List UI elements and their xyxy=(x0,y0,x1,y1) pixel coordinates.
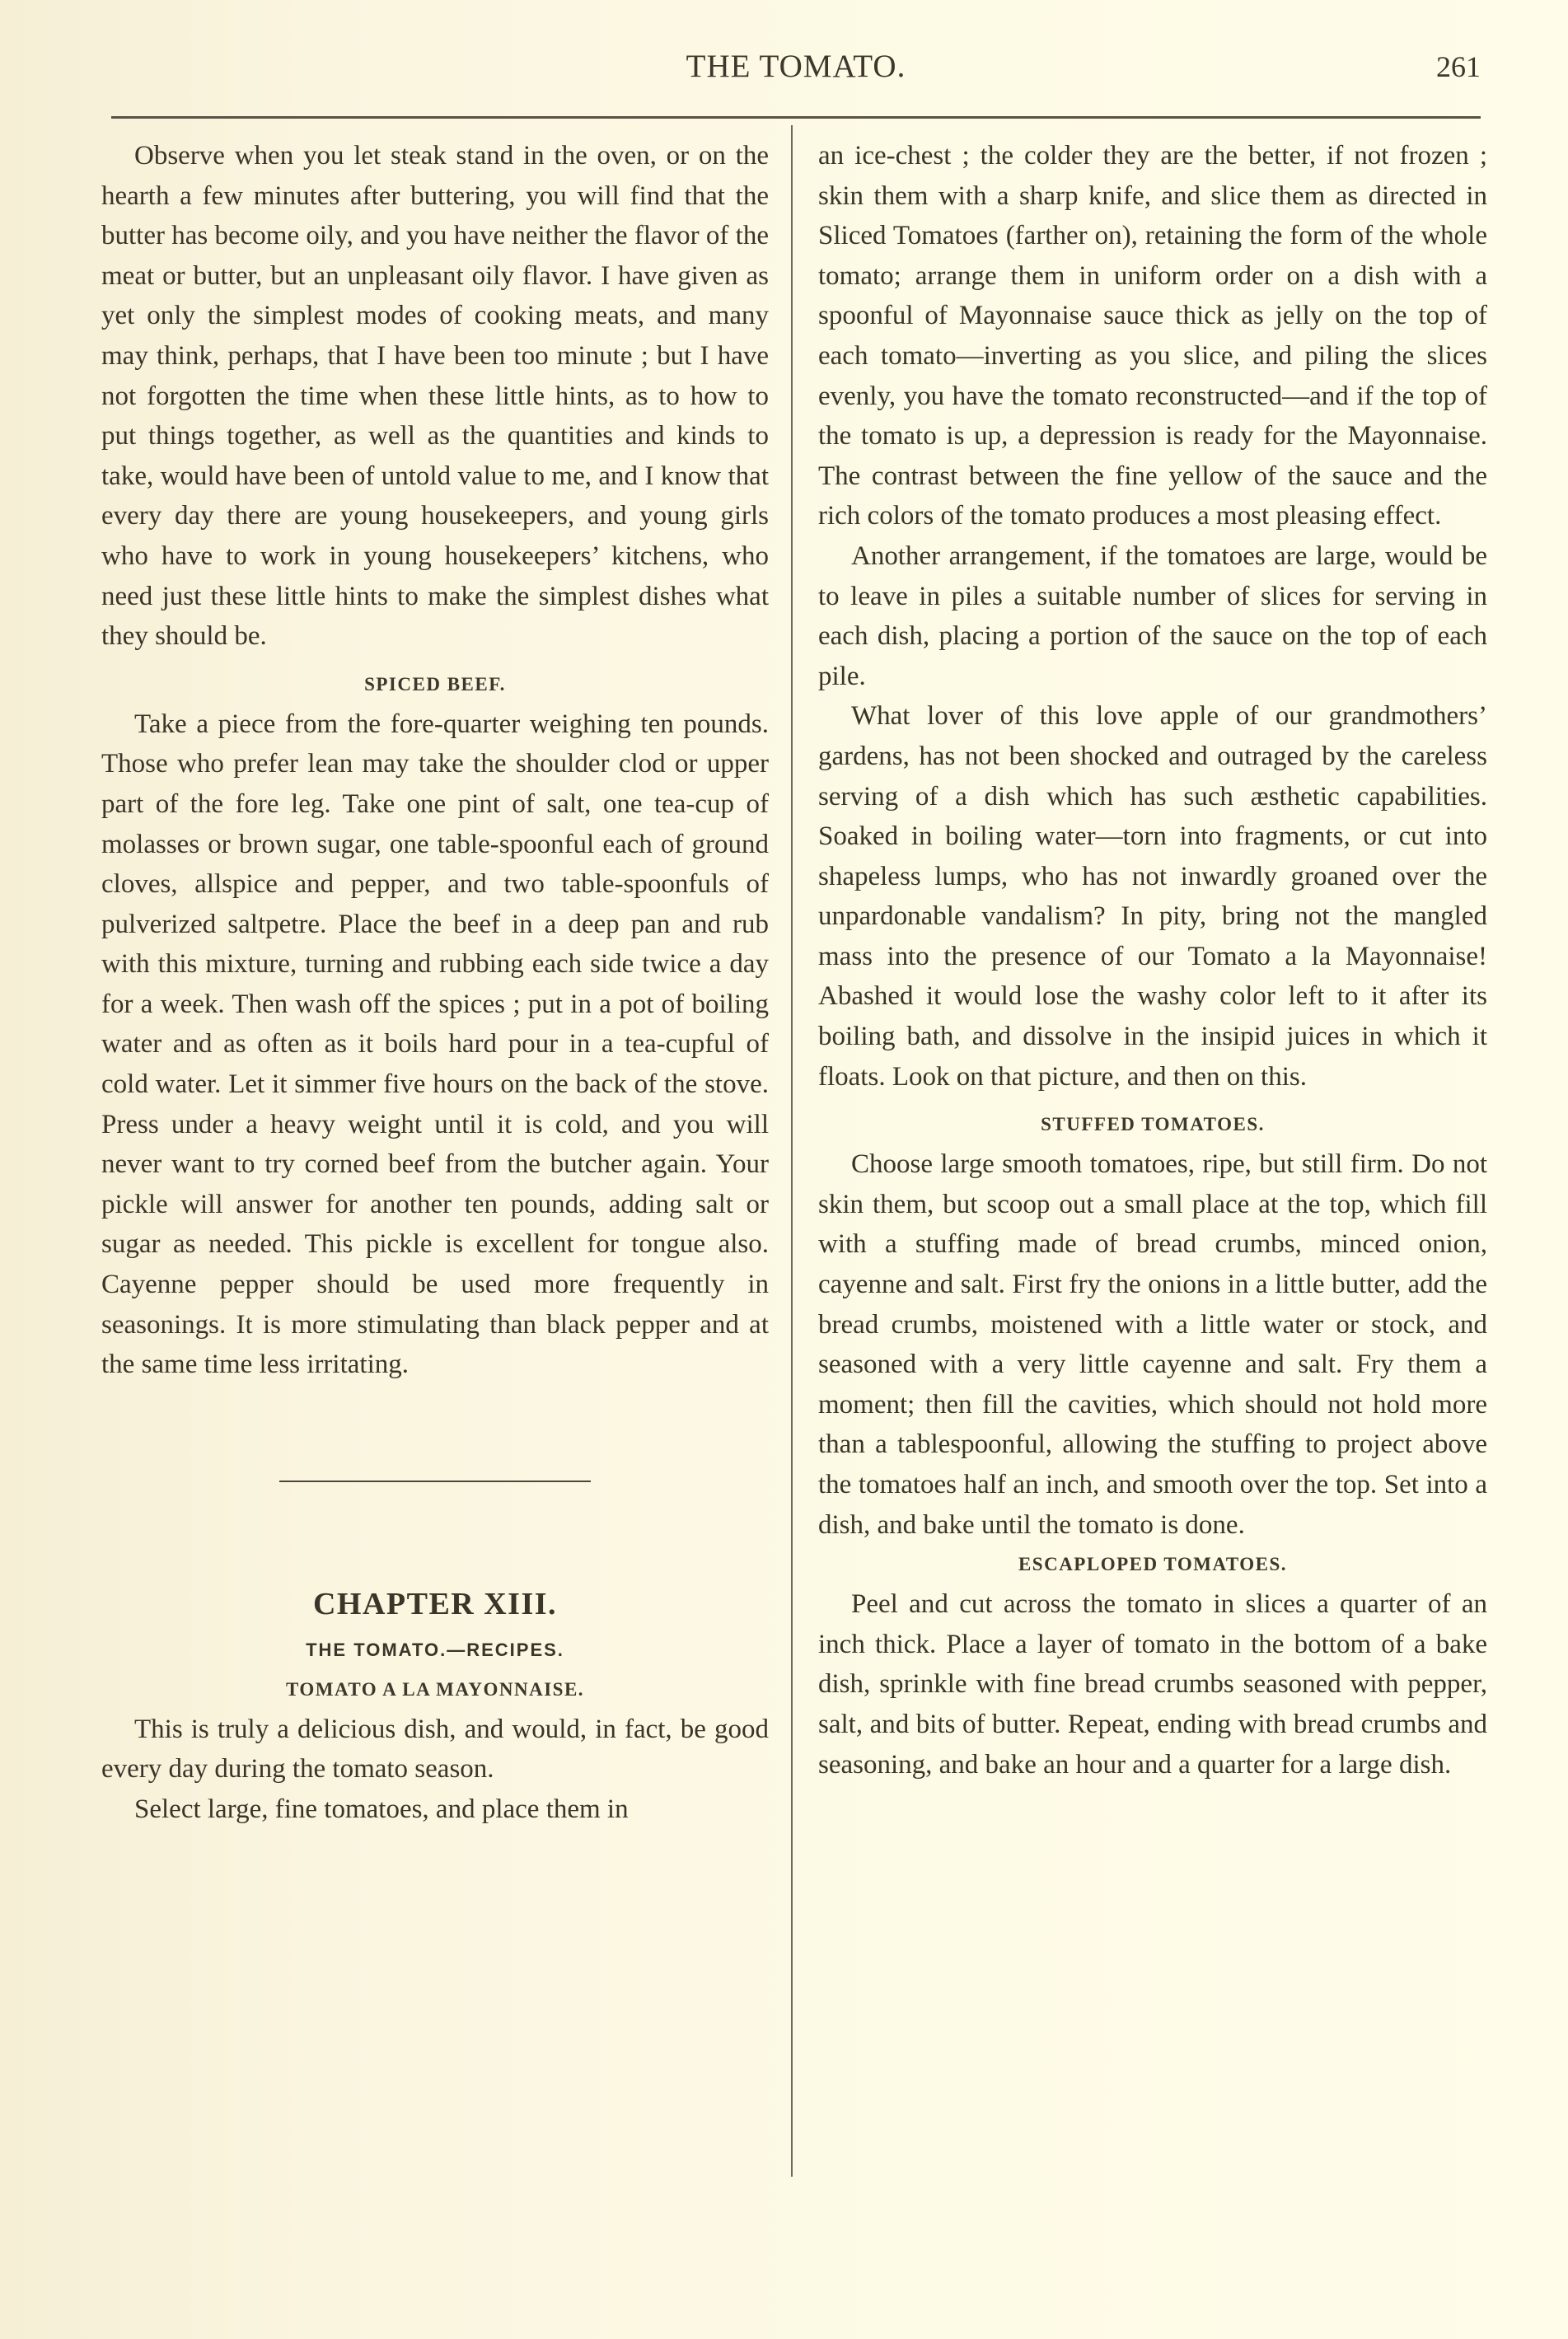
running-title: THE TOMATO. xyxy=(686,49,906,84)
left-column xyxy=(101,136,769,1830)
running-head xyxy=(111,48,1481,89)
recipe-title-spiced-beef: SPICED BEEF. xyxy=(364,673,506,695)
mayonnaise-paragraph-2-start: Select large, fine tomatoes, and place them in xyxy=(134,1794,629,1824)
right-column xyxy=(818,136,1487,1785)
intro-paragraph: Observe when you let steak stand in the oven, or on the hearth a few minutes after buttering, you will find that the butter has become oily, and you have neither the flavor of the meat or butter, but an unpleasant oily flavor. I have given as yet only the simplest modes of cooking meats, and many may think, perhaps, that I have been too minute ; but I have not forgotten the time when these little hints, as to how to put things together, as well as the quantities and kinds to take, would have been of untold value to me, and I know that every day there are young housekeepers, and young girls who have to work in young housekeepers’ kitchens, who need just these little hints to make the simplest dishes what they should be. xyxy=(101,141,769,652)
section-separator xyxy=(279,1481,591,1482)
page-number: 261 xyxy=(1436,50,1481,83)
header-rule xyxy=(111,116,1481,119)
recipe-title-stuffed-tomatoes: STUFFED TOMATOES. xyxy=(1041,1114,1265,1135)
recipe-title-mayonnaise: TOMATO A LA MAYONNAISE. xyxy=(285,1678,585,1700)
chapter-subtitle: THE TOMATO.—RECIPES. xyxy=(306,1639,564,1660)
love-apple-paragraph: What lover of this love apple of our grandmothers’ gardens, has not been shocked and outraged by the careless serving of a dish which has such æsthetic capabilities. Soaked in boiling water—torn into fragments, or cut into shapeless lumps, who has not inwardly groaned over the unpardonable vandalism? In pity, bring not the mangled mass into the presence of our Tomato a la Mayonnaise! Abashed it would lose the washy color left to it after its boiling bath, and dissolve in the insipid juices in which it floats. Look on that picture, and then on this. xyxy=(818,701,1487,1092)
mayonnaise-paragraph-1: This is truly a delicious dish, and would, in fact, be good every day during the tomato season. xyxy=(101,1714,769,1785)
mayonnaise-continued: an ice-chest ; the colder they are the better, if not frozen ; skin them with a sharp knife, and slice them as directed in Sliced Tomatoes (farther on), retaining the form of the whole tomato; arrange them in uniform order on a dish with a spoonful of Mayonnaise sauce thick as jelly on the top of each tomato—inverting as you slice, and piling the slices evenly, you have the tomato reconstructed—and if the top of the tomato is up, a depression is ready for the Mayonnaise. The contrast between the fine yellow of the sauce and the rich colors of the tomato produces a most pleasing effect. xyxy=(818,141,1487,531)
stuffed-tomatoes-paragraph: Choose large smooth tomatoes, ripe, but still firm. Do not skin them, but scoop out a small place at the top, which fill with a stuffing made of bread crumbs, minced onion, cayenne and salt. First fry the onions in a little butter, add the bread crumbs, moistened with a little water or stock, and seasoned with a very little cayenne and salt. Fry them a moment; then fill the cavities, which should not hold more than a tablespoonful, allowing the stuffing to project above the tomatoes half an inch, and smooth over the top. Set into a dish, and bake until the tomato is done. xyxy=(818,1149,1487,1540)
chapter-title: CHAPTER XIII. xyxy=(312,1586,558,1621)
column-divider xyxy=(791,125,793,2177)
escaploped-tomatoes-paragraph: Peel and cut across the tomato in slices a quarter of an inch thick. Place a layer of tomato in the bottom of a bake dish, sprinkle with fine bread crumbs seasoned with pepper, salt, and bits of butter. Repeat, ending with bread crumbs and seasoning, and bake an hour and a quarter for a large dish. xyxy=(818,1589,1487,1780)
recipe-title-escaploped-tomatoes: ESCAPLOPED TOMATOES. xyxy=(1018,1554,1288,1575)
another-arrangement-paragraph: Another arrangement, if the tomatoes are large, would be to leave in piles a suitable number of slices for serving in each dish, placing a portion of the sauce on the top of each pile. xyxy=(818,540,1487,691)
spiced-beef-paragraph: Take a piece from the fore-quarter weighing ten pounds. Those who prefer lean may take the shoulder clod or upper part of the fore leg. Take one pint of salt, one tea-cup of molasses or brown sugar, one table-spoonful each of ground cloves, allspice and pepper, and two table-spoonfuls of pulverized saltpetre. Place the beef in a deep pan and rub with this mixture, turning and rubbing each side twice a day for a week. Then wash off the spices ; put in a pot of boiling water and as often as it boils hard pour in a tea-cupful of cold water. Let it simmer five hours on the back of the stove. Press under a heavy weight until it is cold, and you will never want to try corned beef from the butcher again. Your pickle will answer for another ten pounds, adding salt or sugar as needed. This pickle is excellent for tongue also. Cayenne pepper should be used more frequently in seasonings. It is more stimulating than black pepper and at the same time less irritating. xyxy=(101,709,769,1380)
